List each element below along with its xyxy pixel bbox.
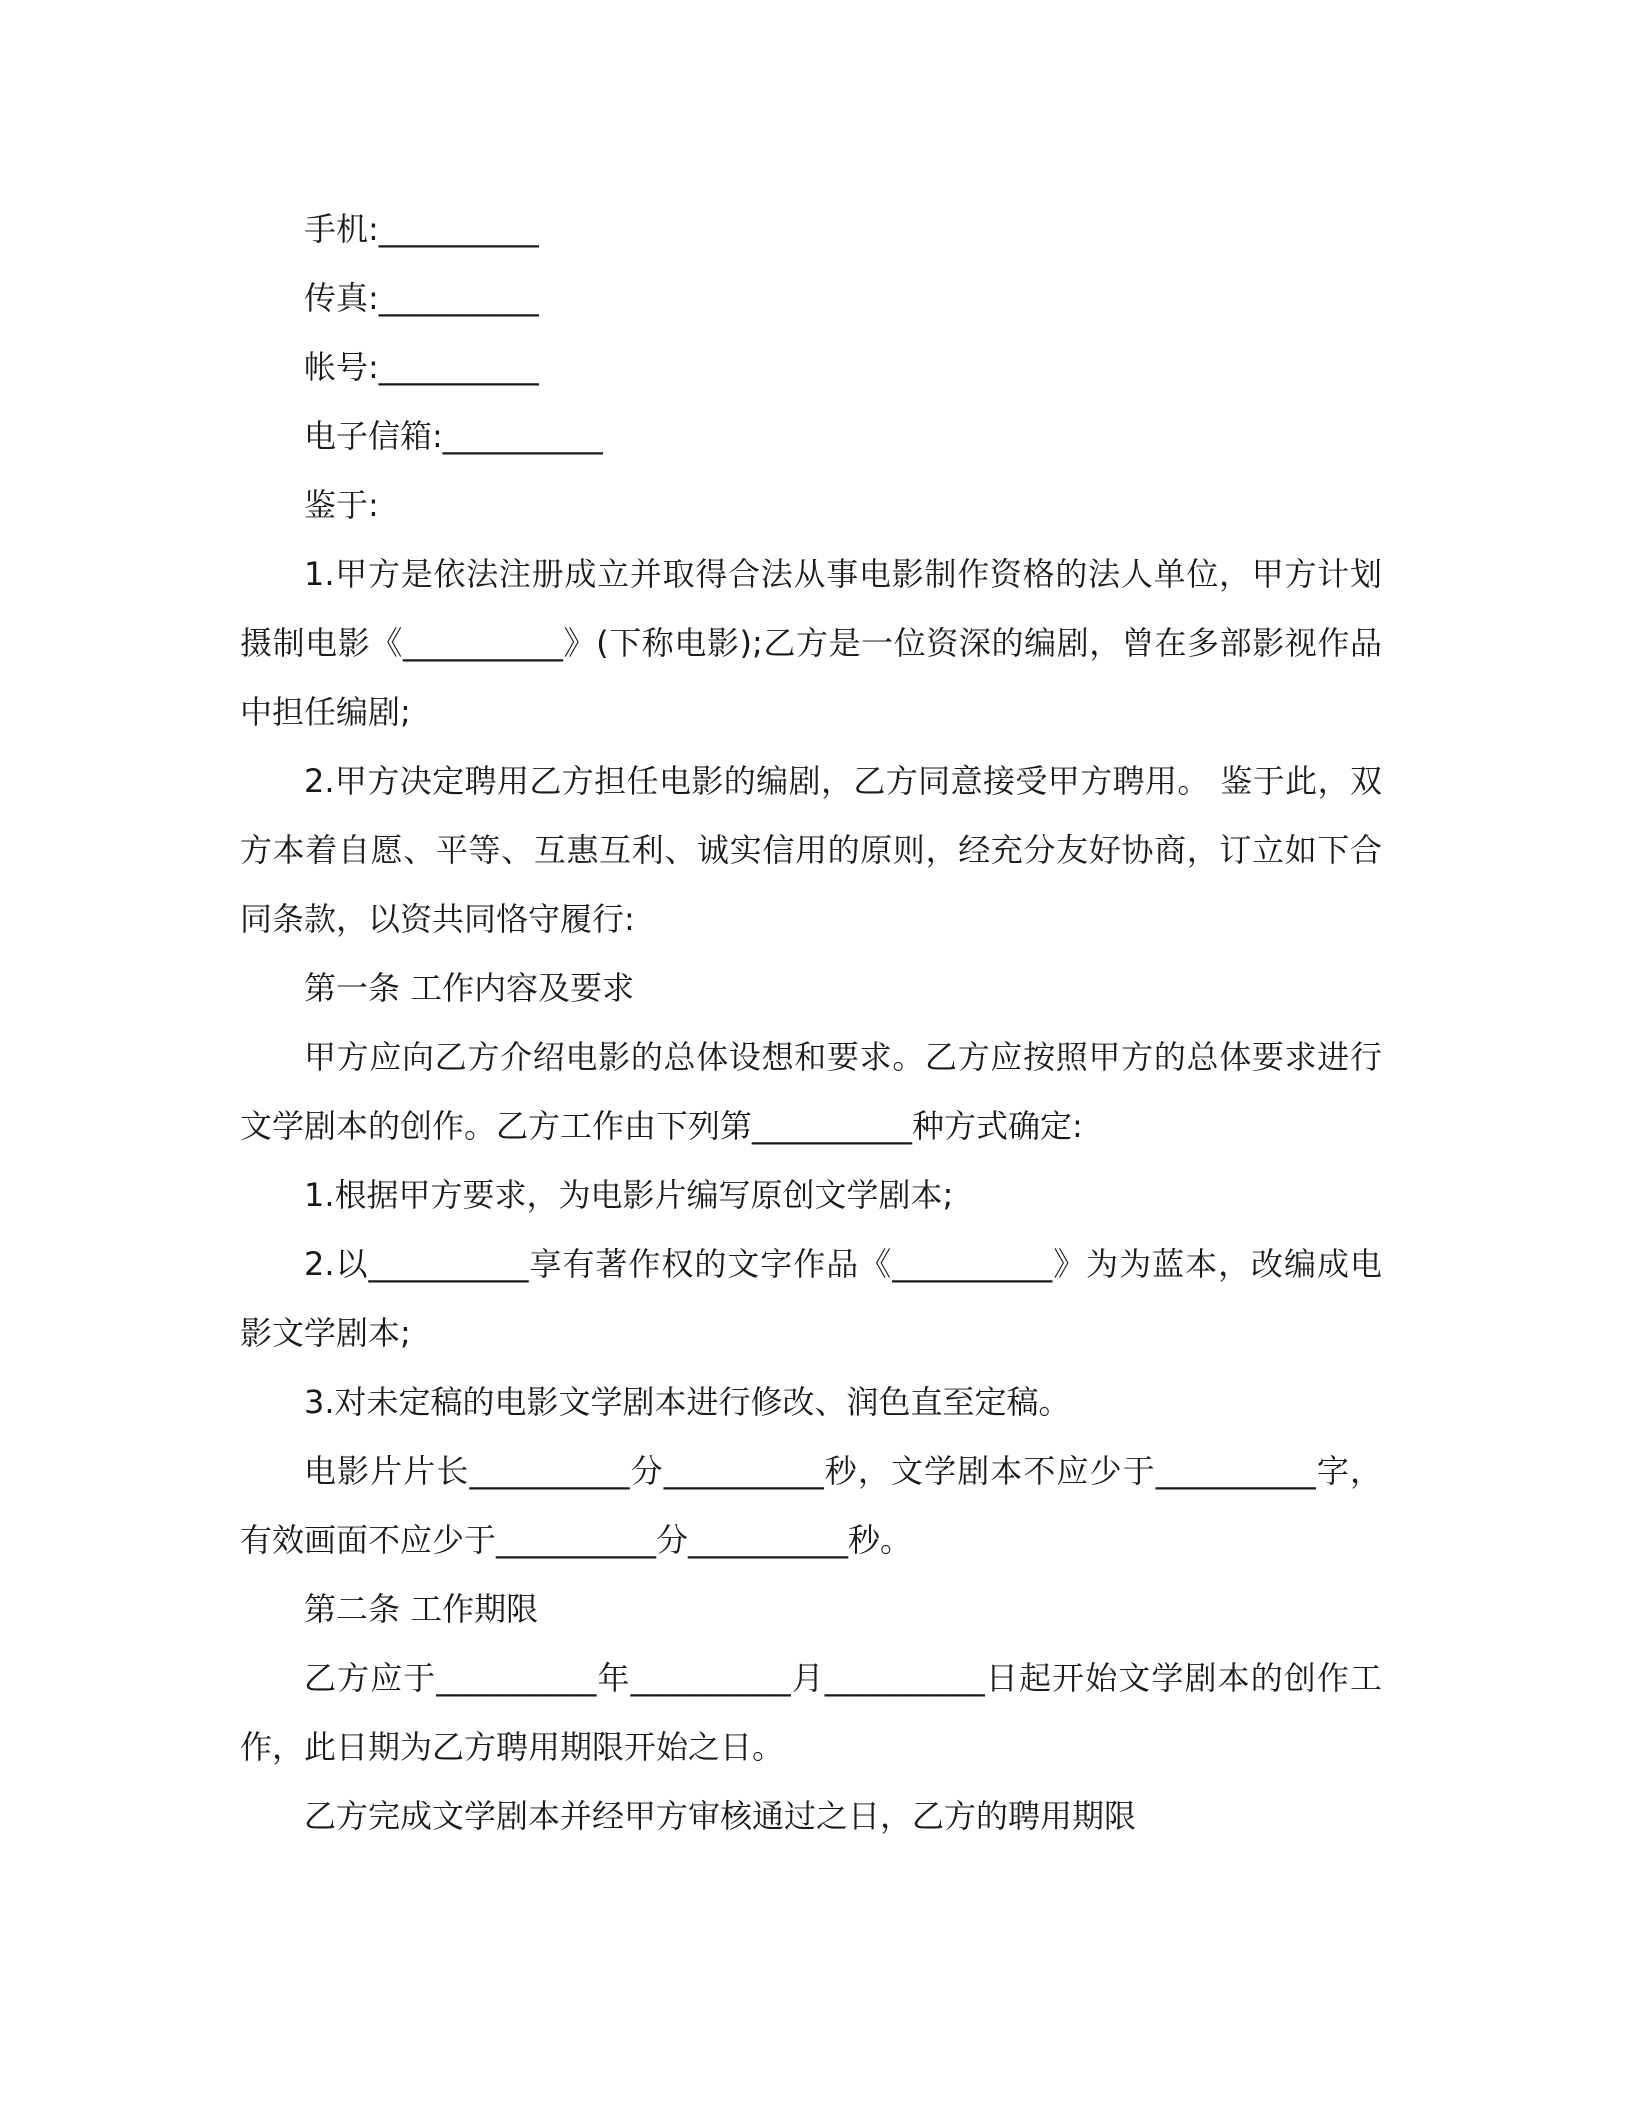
fax-field: 传真:__________ <box>304 279 539 317</box>
recital-1: 1.甲方是依法注册成立并取得合法从事电影制作资格的法人单位，甲方计划摄制电影《__________》(下称电影);乙方是一位资深的编剧，曾在多部影视作品中担任编剧; <box>240 555 1382 731</box>
whereas-heading: 鉴于: <box>304 486 379 524</box>
article-2-start-date: 乙方应于__________年__________月__________日起开始文学剧本的创作工作，此日期为乙方聘用期限开始之日。 <box>240 1659 1382 1766</box>
article-2-term-end: 乙方完成文学剧本并经甲方审核通过之日，乙方的聘用期限 <box>304 1797 1137 1835</box>
article-1-item-1: 1.根据甲方要求，为电影片编写原创文学剧本; <box>304 1176 954 1214</box>
article-1-item-3: 3.对未定稿的电影文学剧本进行修改、润色直至定稿。 <box>304 1383 1071 1421</box>
article-2-heading: 第二条 工作期限 <box>304 1590 539 1628</box>
email-field: 电子信箱:__________ <box>304 417 603 455</box>
article-1-intro: 甲方应向乙方介绍电影的总体设想和要求。乙方应按照甲方的总体要求进行文学剧本的创作。乙方工作由下列第__________种方式确定: <box>240 1038 1382 1145</box>
recital-2: 2.甲方决定聘用乙方担任电影的编剧，乙方同意接受甲方聘用。 鉴于此，双方本着自愿、平等、互惠互利、诚实信用的原则，经充分友好协商，订立如下合同条款，以资共同恪守履行: <box>240 762 1382 938</box>
article-1-heading: 第一条 工作内容及要求 <box>304 969 635 1007</box>
article-1-item-2: 2.以__________享有著作权的文字作品《__________》为为蓝本，改编成电影文学剧本; <box>240 1245 1382 1352</box>
mobile-field: 手机:__________ <box>304 210 539 248</box>
account-field: 帐号:__________ <box>304 348 539 386</box>
document-body <box>240 195 1382 1851</box>
film-length-clause: 电影片片长__________分__________秒，文学剧本不应少于__________字，有效画面不应少于__________分__________秒。 <box>240 1452 1382 1559</box>
